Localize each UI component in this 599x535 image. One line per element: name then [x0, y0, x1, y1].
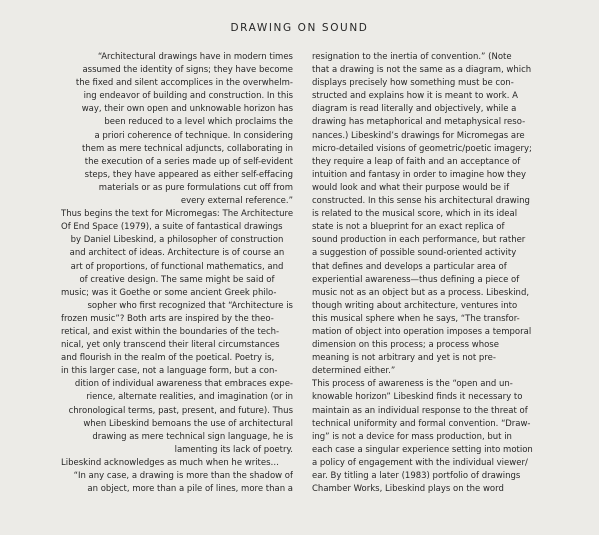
text-line: maintain as an individual response to the threat of: [312, 405, 528, 416]
text-line: music; was it Goethe or some ancient Greek philo-: [61, 287, 277, 298]
text-line: lamenting its lack of poetry.: [174, 444, 293, 455]
text-line: been reduced to a level which proclaims the: [104, 117, 293, 128]
text-line: nances.) Libeskind’s drawings for Micromegas are: [312, 130, 525, 141]
text-line: ing” is not a device for mass production, but in: [312, 431, 512, 442]
text-line: art of proportions, of functional mathematics, and: [70, 261, 284, 272]
text-line: is related to the musical score, which in its ideal: [312, 209, 518, 220]
text-line: drawing has metaphorical and metaphysical reso-: [312, 117, 526, 128]
text-line: state is not a blueprint for an exact replica of: [312, 222, 505, 233]
text-line: of creative design. The same might be said of: [79, 274, 275, 285]
text-line: retical, and exist within the boundaries of the tech-: [61, 326, 280, 337]
text-line: the execution of a series made up of self-evident: [84, 156, 293, 167]
text-line: sopher who first recognized that “Architecture is: [87, 300, 293, 311]
text-line: ing endeavor of building and construction. In this: [83, 91, 293, 102]
text-line: a priori coherence of technique. In considering: [94, 130, 293, 141]
text-line: technical uniformity and formal convention. “Draw-: [312, 418, 531, 429]
text-line: the fixed and silent accomplices in the overwhelm-: [75, 78, 293, 89]
text-line: and flourish in the realm of the poetical. Poetry is,: [61, 353, 275, 364]
text-line: each case a singular experience setting into motion: [312, 444, 533, 455]
text-line: micro-detailed visions of geometric/poetic imagery;: [312, 143, 532, 154]
text-line: experiential awareness—thus defining a piece of: [312, 274, 520, 285]
text-line: chronological terms, past, present, and future). Thus: [68, 405, 293, 416]
text-line: would look and what their purpose would be if: [312, 182, 510, 193]
text-line: rience, alternate realities, and imagination (or in: [86, 392, 293, 403]
text-line: steps, they have appeared as either self-effacing: [84, 169, 293, 180]
text-line: every external reference.”: [180, 196, 293, 207]
text-line: by Daniel Libeskind, a philosopher of construction: [70, 235, 284, 246]
text-line: assumed the identity of signs; they have become: [82, 65, 293, 76]
text-line: Chamber Works, Libeskind plays on the word: [312, 484, 504, 495]
text-line: frozen music”? Both arts are inspired by the theo-: [61, 313, 274, 324]
text-line: and architect of ideas. Architecture is of course an: [69, 248, 285, 259]
text-line: they require a leap of faith and an acceptance of: [312, 156, 521, 167]
text-line: dimension on this process; a process whose: [312, 340, 499, 351]
text-line: sound production in each performance, but rather: [312, 235, 526, 246]
text-line: knowable horizon” Libeskind finds it necessary to: [312, 392, 523, 403]
text-line: materials or as pure formulations cut off from: [98, 182, 293, 193]
text-line: “Architectural drawings have in modern times: [97, 52, 293, 62]
text-line: This process of awareness is the “open and un-: [312, 379, 513, 390]
text-line: constructed. In this sense his architectural drawing: [312, 196, 530, 207]
text-line: drawing as mere technical sign language, he is: [92, 431, 293, 442]
text-line: an object, more than a pile of lines, more than a: [87, 484, 293, 495]
page-header: DRAWING ON SOUND: [230, 22, 369, 34]
text-line: way, their own open and unknowable horizon has: [81, 104, 293, 115]
text-line: meaning is not arbitrary and yet is not pre-: [312, 353, 496, 364]
text-line: Of End Space (1979), a suite of fantastical drawings: [61, 222, 283, 233]
text-line: intuition and fantasy in order to imagine how they: [312, 169, 526, 180]
text-line: “In any case, a drawing is more than the shadow of: [73, 471, 293, 481]
text-line: resignation to the inertia of convention.” (Note: [312, 52, 512, 62]
text-line: diagram is read literally and objectively, while a: [312, 104, 517, 115]
text-line: them as mere technical adjuncts, collaborating in: [82, 143, 293, 154]
text-line: a policy of engagement with the individual viewer/: [312, 457, 528, 468]
text-line: this musical sphere when he says, “The transfor-: [312, 313, 520, 324]
text-line: in this larger case, not a language form, but a con-: [61, 366, 278, 377]
text-line: that a drawing is not the same as a diagram, which: [312, 65, 532, 76]
text-line: a suggestion of possible sound-oriented activity: [312, 248, 517, 259]
left-text-column: [61, 51, 293, 496]
text-line: that defines and develops a particular area of: [312, 261, 507, 272]
text-line: ear. By titling a later (1983) portfolio of drawings: [312, 471, 521, 481]
text-line: structed and explains how it is meant to work. A: [312, 91, 518, 102]
text-line: Libeskind acknowledges as much when he writes…: [61, 457, 280, 468]
text-line: nical, yet only transcend their literal circumstances: [61, 340, 280, 351]
text-line: though writing about architecture, ventures into: [312, 300, 518, 311]
text-line: determined either.”: [312, 366, 396, 377]
right-text-column: [312, 51, 548, 496]
text-line: mation of object into operation imposes a temporal: [312, 326, 532, 337]
text-line: dition of individual awareness that embraces expe-: [74, 379, 293, 390]
text-line: when Libeskind bemoans the use of architectural: [83, 418, 293, 429]
text-line: Thus begins the text for Micromegas: The Architecture: [61, 209, 293, 220]
text-line: music not as an object but as a process. Libeskind,: [312, 287, 530, 298]
text-line: displays precisely how something must be con-: [312, 78, 514, 89]
